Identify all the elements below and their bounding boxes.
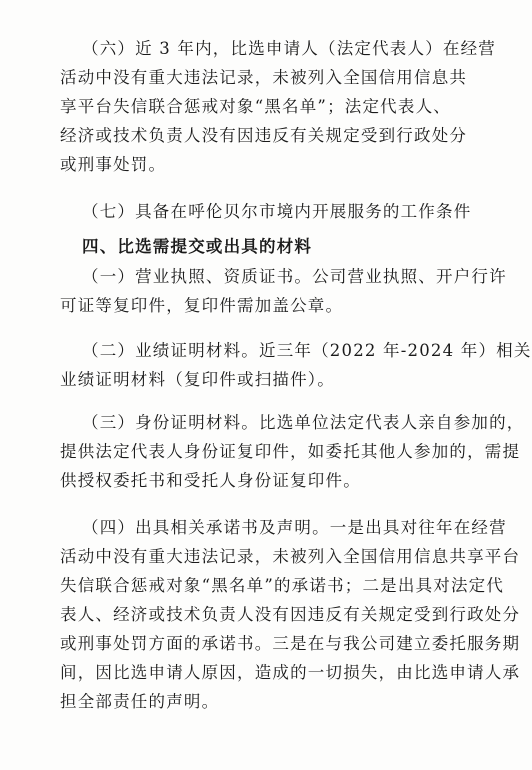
text-line: 失信联合惩戒对象“黑名单”的承诺书；二是出具对法定代 — [60, 576, 505, 595]
text-line: （六）近 3 年内，比选申请人（法定代表人）在经营 — [82, 39, 496, 58]
text-line: 业绩证明材料（复印件或扫描件）。 — [60, 370, 335, 389]
text-line: 享平台失信联合惩戒对象“黑名单”；法定代表人、 — [60, 97, 451, 116]
text-line: （二）业绩证明材料。近三年（2022 年-2024 年）相关 — [82, 341, 532, 360]
text-line: 活动中没有重大违法记录，未被列入全国信用信息共享平台 — [60, 547, 521, 566]
text-line: 担全部责任的声明。 — [60, 692, 220, 711]
material-item-3 — [60, 408, 525, 495]
material-item-4 — [60, 513, 521, 716]
section-heading: 四、比选需提交或出具的材料 — [82, 237, 313, 256]
text-line: 可证等复印件，复印件需加盖公章。 — [60, 296, 344, 315]
paragraph-item-6 — [60, 34, 496, 179]
text-line: （三）身份证明材料。比选单位法定代表人亲自参加的， — [82, 413, 525, 432]
text-line: 间，因比选申请人原因，造成的一切损失，由比选申请人承 — [60, 663, 521, 682]
text-line: （七）具备在呼伦贝尔市境内开展服务的工作条件 — [82, 202, 472, 221]
text-line: 经济或技术负责人没有因违反有关规定受到行政处分 — [60, 126, 468, 145]
text-line: 活动中没有重大违法记录，未被列入全国信用信息共 — [60, 68, 468, 87]
text-line: 提供法定代表人身份证复印件，如委托其他人参加的，需提 — [60, 442, 521, 461]
material-item-1 — [60, 262, 507, 320]
text-line: 供授权委托书和受托人身份证复印件。 — [60, 471, 361, 490]
text-line: 或刑事处罚方面的承诺书。三是在与我公司建立委托服务期 — [60, 634, 521, 653]
text-line: （一）营业执照、资质证书。公司营业执照、开户行许 — [82, 267, 507, 286]
material-item-2 — [60, 336, 532, 394]
text-line: 或刑事处罚。 — [60, 155, 167, 174]
text-line: 表人、经济或技术负责人没有因违反有关规定受到行政处分 — [60, 605, 521, 624]
paragraph-item-7 — [60, 197, 480, 226]
text-line: （四）出具相关承诺书及声明。一是出具对往年在经营 — [82, 518, 507, 537]
